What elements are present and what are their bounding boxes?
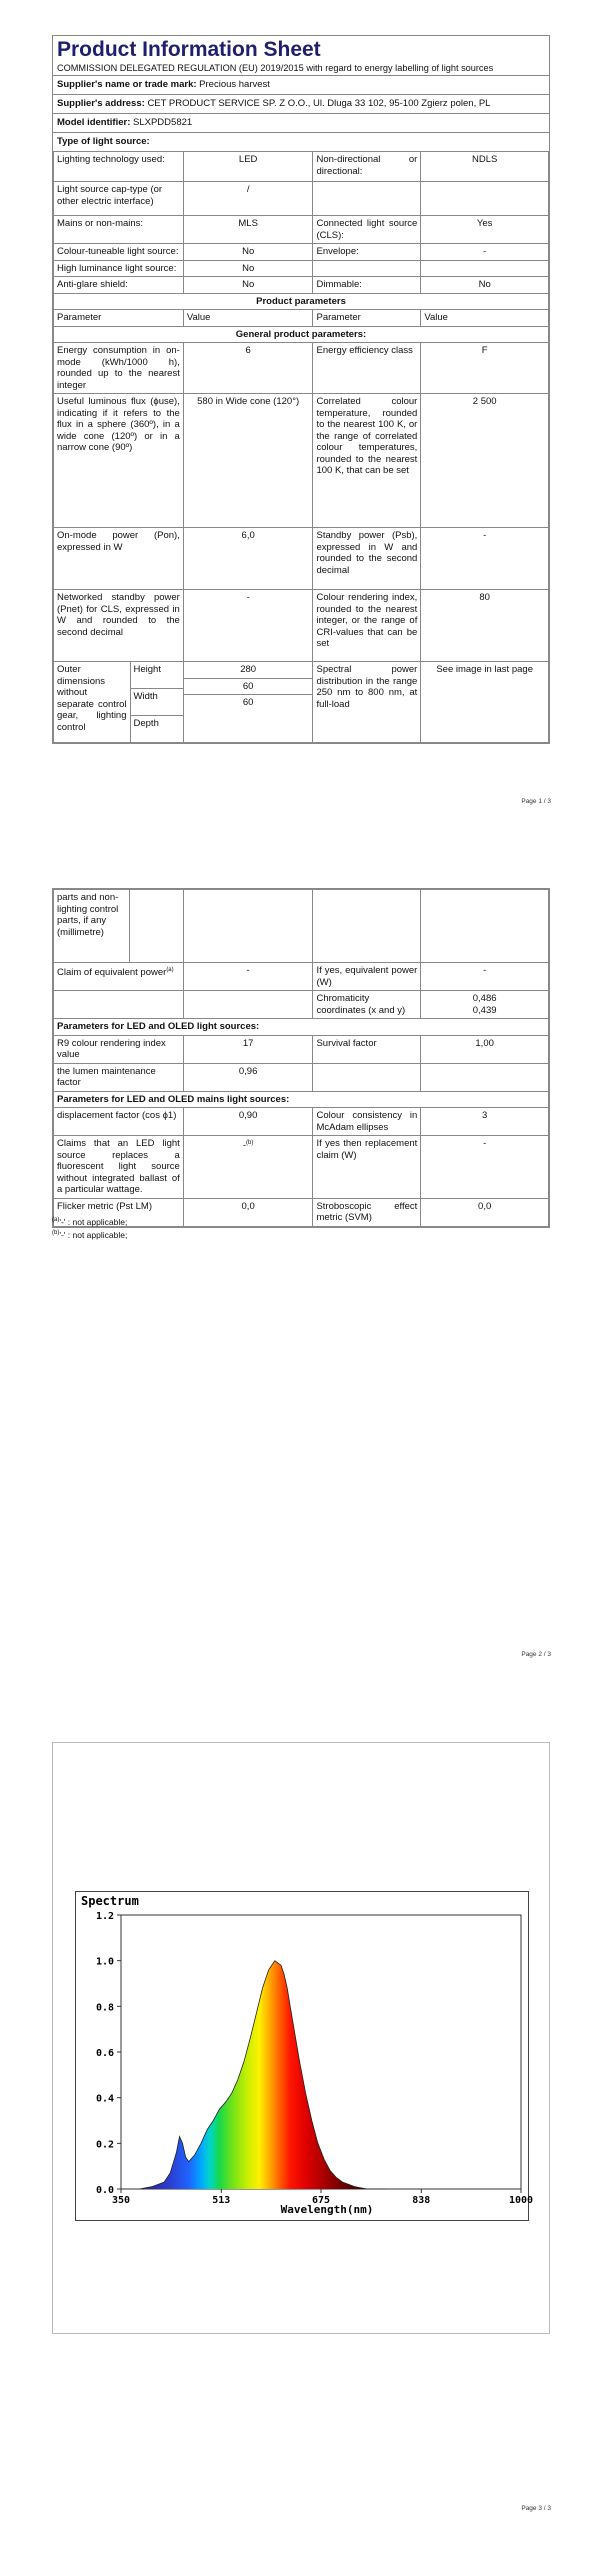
cell-value: MLS <box>183 216 313 244</box>
footnote-text: '-' : not applicable; <box>59 1216 128 1227</box>
cell-value: 2 500 <box>421 394 549 528</box>
empty-cell <box>313 890 421 963</box>
empty-cell <box>313 182 421 216</box>
footnote-mark: (a) <box>52 1217 60 1223</box>
regulation-subtitle: COMMISSION DELEGATED REGULATION (EU) 2019/2015 with regard to energy labelling of light sources <box>57 63 494 73</box>
cell-label: Networked standby power (Pnet) for CLS, expressed in W and rounded to the second decimal <box>54 590 184 662</box>
cell-label: Colour-tuneable light source: <box>54 244 184 261</box>
dimensions-cell <box>54 662 184 743</box>
cell-label: Dimmable: <box>313 277 421 294</box>
footnotes <box>52 1215 127 1241</box>
cell-value: LED <box>183 152 313 182</box>
chromaticity-y: 0,439 <box>472 1004 497 1016</box>
cell-label: Standby power (Psb), expressed in W and rounded to the second decimal <box>313 528 421 590</box>
light-source-table <box>53 151 549 743</box>
empty-cell <box>313 1063 421 1091</box>
cell-value: - <box>421 528 549 590</box>
cell-value: No <box>421 277 549 294</box>
y-tick-label: 0.2 <box>95 2139 114 2151</box>
empty-cell <box>183 991 313 1019</box>
supplier-address-row <box>53 95 549 114</box>
cell-value <box>421 991 549 1019</box>
cell-value: / <box>183 182 313 216</box>
y-tick-label: 0.4 <box>95 2093 114 2105</box>
cell-label: Lighting technology used: <box>54 152 184 182</box>
depth-label: Depth <box>130 716 183 742</box>
footnote-ref: (b) <box>246 1140 254 1146</box>
empty-cell <box>54 991 184 1019</box>
cell-label: Useful luminous flux (ϕuse), indicating if it refers to the flux in a sphere (360º), in a wide cone (120º) or in a narrow cone (90º) <box>54 394 184 528</box>
cell-label: Connected light source (CLS): <box>313 216 421 244</box>
column-header: Parameter <box>313 310 421 327</box>
cell-value: See image in last page <box>421 662 549 743</box>
footnote-mark: (b) <box>52 1229 60 1236</box>
section-heading: Parameters for LED and OLED light sources: <box>54 1019 549 1036</box>
page-number: Page 3 / 3 <box>521 2505 551 2512</box>
light-source-type-row <box>53 133 549 151</box>
y-tick-label: 1.2 <box>95 1911 114 1922</box>
width-value: 60 <box>184 678 313 695</box>
cell-label <box>54 963 184 991</box>
cell-label: Claims that an LED light source replaces a fluorescent light source without integrated ballast of a particular wattage. <box>54 1136 184 1199</box>
section-heading: Product parameters <box>54 293 549 310</box>
product-info-table-page-1 <box>52 35 550 744</box>
column-header: Value <box>421 310 549 327</box>
cell-label: Stroboscopic effect metric (SVM) <box>313 1198 421 1226</box>
depth-value: 60 <box>184 695 313 743</box>
footnote-a <box>52 1215 127 1228</box>
x-axis-label: Wavelength(nm) <box>280 2203 374 2216</box>
y-tick-label: 0.6 <box>95 2048 114 2059</box>
cell-label: Energy consumption in on-mode (kWh/1000 h), rounded up to the nearest integer <box>54 343 184 394</box>
footnote-b <box>52 1228 127 1241</box>
height-label: Height <box>130 662 183 688</box>
model-label: Model identifier: <box>57 117 131 128</box>
cell-value: 580 in Wide cone (120°) <box>183 394 313 528</box>
cell-value: 17 <box>183 1035 313 1063</box>
supplier-name-row <box>53 76 549 95</box>
empty-cell <box>313 260 421 277</box>
cell-label: If yes then replacement claim (W) <box>313 1136 421 1199</box>
cell-value: - <box>421 963 549 991</box>
y-tick-label: 1.0 <box>95 1956 114 1968</box>
cell-value: 6 <box>183 343 313 394</box>
cell-value: 1,00 <box>421 1035 549 1063</box>
cell-value: - <box>421 1136 549 1199</box>
cell-label: Non-directional or directional: <box>313 152 421 182</box>
cell-value: No <box>183 277 313 294</box>
model-row <box>53 114 549 133</box>
cell-label: Energy efficiency class <box>313 343 421 394</box>
cell-label: Colour rendering index, rounded to the nearest integer, or the range of CRI-values that can be set <box>313 590 421 662</box>
height-value: 280 <box>184 662 313 678</box>
page-number: Page 1 / 3 <box>521 798 551 805</box>
supplier-name-label: Supplier's name or trade mark: <box>57 79 197 90</box>
cell-label: Mains or non-mains: <box>54 216 184 244</box>
empty-cell <box>421 260 549 277</box>
cell-value: 0,90 <box>183 1108 313 1136</box>
cell-label: the lumen maintenance factor <box>54 1063 184 1091</box>
cell-label <box>54 528 184 590</box>
dimensions-label-continued: parts and non-lighting control parts, if any (millimetre) <box>54 890 130 962</box>
footnote-text: '-' : not applicable; <box>59 1229 128 1240</box>
cell-label: Survival factor <box>313 1035 421 1063</box>
cell-value: 3 <box>421 1108 549 1136</box>
cell-label: Flicker metric (Pst LM) <box>54 1198 184 1226</box>
cell-label: R9 colour rendering index value <box>54 1035 184 1063</box>
supplier-name-value: Precious harvest <box>199 79 270 90</box>
cell-label: Envelope: <box>313 244 421 261</box>
cell-value: F <box>421 343 549 394</box>
empty-cell <box>421 1063 549 1091</box>
supplier-address-label: Supplier's address: <box>57 98 145 109</box>
cell-value: - <box>421 244 549 261</box>
cell-label: High luminance light source: <box>54 260 184 277</box>
dimensions-values <box>184 662 313 742</box>
spectrum-svg <box>75 1891 534 2221</box>
cell-value <box>183 1136 313 1199</box>
spectrum-chart <box>75 1891 534 2221</box>
empty-cell <box>421 182 549 216</box>
dimensions-subtable <box>54 662 183 742</box>
cell-value: - <box>183 963 313 991</box>
claim-value: - <box>242 1140 247 1152</box>
empty-cell <box>183 890 313 963</box>
column-header: Parameter <box>54 310 184 327</box>
column-header: Value <box>183 310 313 327</box>
cell-label: Colour consistency in McAdam ellipses <box>313 1108 421 1136</box>
cell-label: displacement factor (cos ϕ1) <box>54 1108 184 1136</box>
parameters-table-continued <box>53 889 549 1227</box>
cell-label: If yes, equivalent power (W) <box>313 963 421 991</box>
chromaticity-x: 0,486 <box>472 993 497 1004</box>
dimensions-label: Outer dimensions without separate control gear, lighting control <box>54 662 130 742</box>
cell-value: 0,96 <box>183 1063 313 1091</box>
x-tick-label: 1000 <box>508 2195 534 2206</box>
cell-label: Anti-glare shield: <box>54 277 184 294</box>
cell-value: No <box>183 260 313 277</box>
dimensions-values-cell <box>183 662 313 743</box>
supplier-address-value: CET PRODUCT SERVICE SP. Z O.O., Ul. Dluga 33 102, 95-100 Zgierz polen, PL <box>147 98 491 109</box>
cell-value: No <box>183 244 313 261</box>
light-source-type-label: Type of light source: <box>57 136 150 147</box>
equivalent-power-label: Claim of equivalent power <box>57 967 167 979</box>
cell-label: Spectral power distribution in the range 250 nm to 800 nm, at full-load <box>313 662 421 743</box>
model-value: SLXPDD5821 <box>133 117 193 128</box>
footnote-ref: (a) <box>166 967 174 973</box>
chart-title: Spectrum <box>81 1894 139 1908</box>
page-title: Product Information Sheet <box>57 38 321 61</box>
cell-label: Light source cap-type (or other electric interface) <box>54 182 184 216</box>
width-label: Width <box>130 688 183 715</box>
cell-value: Yes <box>421 216 549 244</box>
section-heading: Parameters for LED and OLED mains light sources: <box>54 1091 549 1108</box>
cell-label: Chromaticity coordinates (x and y) <box>313 991 421 1019</box>
cell-value: NDLS <box>421 152 549 182</box>
cell-value: 6,0 <box>183 528 313 590</box>
spectrum-image-frame <box>52 1742 550 2334</box>
dimensions-cell-continued <box>54 890 184 963</box>
cell-label: Correlated colour temperature, rounded to the nearest 100 K, or the range of correlated colour temperatures, rounded to the nearest 100 K, that can be set <box>313 394 421 528</box>
page-number: Page 2 / 3 <box>521 1651 551 1658</box>
title-block <box>53 36 549 76</box>
cell-value: 0,0 <box>183 1198 313 1226</box>
on-mode-power-text: On-mode power (Pon), expressed in W <box>57 530 180 553</box>
empty-cell <box>421 890 549 963</box>
x-tick-label: 675 <box>311 2195 331 2206</box>
section-heading: General product parameters: <box>54 326 549 343</box>
y-tick-label: 0.8 <box>95 2002 114 2014</box>
x-tick-label: 513 <box>212 2195 231 2206</box>
cell-value: 0,0 <box>421 1198 549 1226</box>
product-info-table-page-2 <box>52 888 550 1228</box>
y-tick-label: 0.0 <box>95 2185 114 2196</box>
x-tick-label: 350 <box>111 2195 131 2206</box>
cell-value: 80 <box>421 590 549 662</box>
x-tick-label: 838 <box>412 2195 431 2206</box>
cell-value: - <box>183 590 313 662</box>
